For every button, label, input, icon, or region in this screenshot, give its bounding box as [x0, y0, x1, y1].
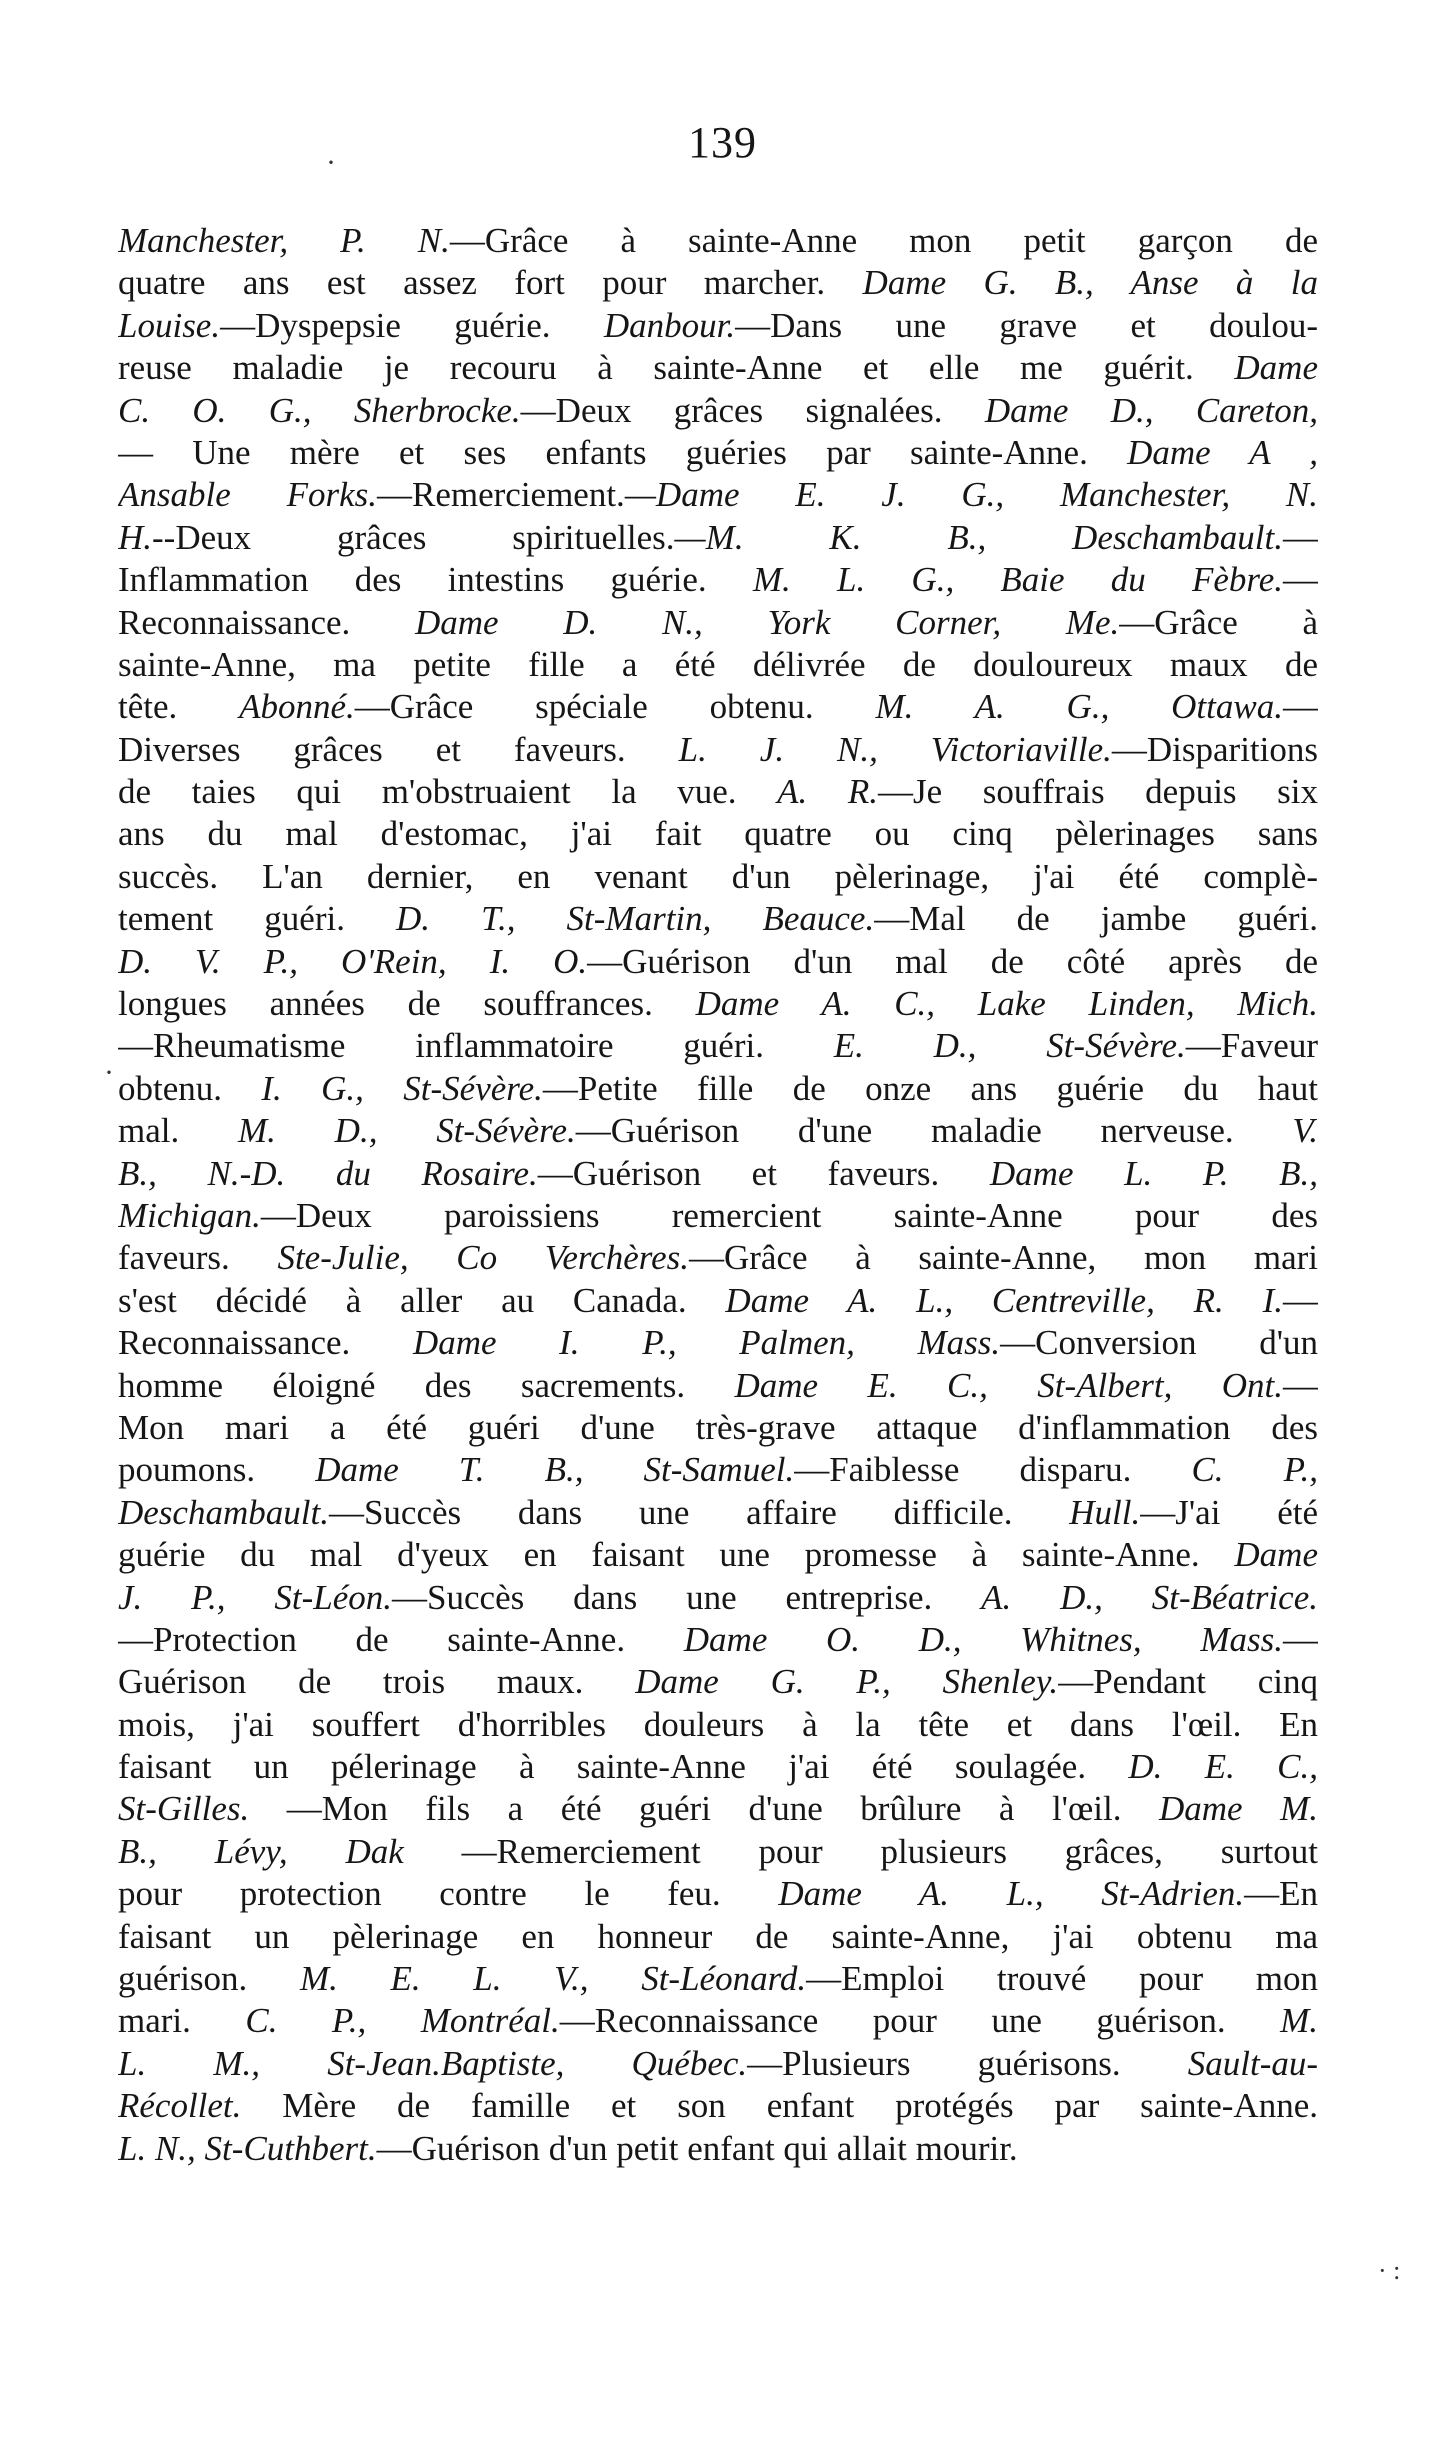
- text-segment: —Grâce spéciale obtenu.: [354, 687, 876, 727]
- text-segment: tête.: [118, 687, 240, 727]
- text-line: [118, 1746, 1318, 1788]
- text-segment: Mon mari a été guéri d'une très-grave attaque d'inflammation des: [118, 1407, 1318, 1447]
- italic-name-segment: Ste-Julie, Co Verchères.: [277, 1238, 689, 1278]
- italic-name-segment: C. P.,: [1191, 1450, 1318, 1490]
- text-line: [118, 1619, 1318, 1661]
- text-segment: Mère de famille et son enfant protégés par sainte-Anne.: [241, 2086, 1318, 2126]
- text-segment: —Rheumatisme inflammatoire guéri.: [118, 1026, 834, 1066]
- text-segment: —Pendant cinq: [1058, 1662, 1318, 1702]
- text-line: [118, 1704, 1318, 1746]
- text-segment: —Petite fille de onze ans guérie du haut: [542, 1068, 1318, 1108]
- italic-name-segment: M. E. L. V., St-Léonard.: [299, 1959, 807, 1999]
- text-line: [118, 2085, 1318, 2127]
- italic-name-segment: L. J. N., Victoriaville.: [678, 729, 1112, 769]
- italic-name-segment: Dame D., Careton,: [984, 390, 1318, 430]
- text-line: [118, 432, 1318, 474]
- text-segment: —Faveur: [1185, 1026, 1318, 1066]
- text-segment: —Faiblesse disparu.: [794, 1450, 1192, 1490]
- text-line: [118, 1322, 1318, 1364]
- italic-name-segment: Dame L. P. B.,: [989, 1153, 1318, 1193]
- italic-name-segment: Dame G. B., Anse à la: [862, 263, 1318, 303]
- text-line: [118, 771, 1318, 813]
- italic-name-segment: Dame D. N., York Corner, Me.: [414, 602, 1120, 642]
- text-segment: —Guérison d'un petit enfant qui allait mourir.: [376, 2128, 1018, 2168]
- text-segment: —Protection de sainte-Anne.: [118, 1619, 684, 1659]
- text-line: [118, 983, 1318, 1025]
- text-segment: —Plusieurs guérisons.: [747, 2043, 1188, 2083]
- text-segment: faisant un pélerinage à sainte-Anne j'ai été soulagée.: [118, 1747, 1129, 1787]
- text-line: [118, 729, 1318, 771]
- text-line: [118, 1025, 1318, 1067]
- text-line: [118, 1110, 1318, 1152]
- italic-name-segment: D. E. C.,: [1128, 1747, 1318, 1787]
- corner-mark: · :: [1378, 2256, 1401, 2285]
- text-line: [118, 390, 1318, 432]
- italic-name-segment: E. D., St-Sévère.: [833, 1026, 1186, 1066]
- italic-name-segment: Abonné.: [239, 687, 355, 727]
- text-segment: homme éloigné des sacrements.: [118, 1365, 735, 1405]
- text-line: [118, 559, 1318, 601]
- text-segment: quatre ans est assez fort pour marcher.: [118, 263, 863, 303]
- text-line: [118, 1577, 1318, 1619]
- text-line: [118, 1068, 1318, 1110]
- italic-name-segment: J. P., St-Léon.: [118, 1577, 393, 1617]
- text-segment: — Une mère et ses enfants guéries par sainte-Anne.: [118, 432, 1128, 472]
- text-line: [118, 813, 1318, 855]
- text-segment: —Emploi trouvé pour mon: [806, 1959, 1318, 1999]
- italic-name-segment: D. T., St-Martin, Beauce.: [396, 899, 875, 939]
- text-segment: mari.: [118, 2001, 246, 2041]
- italic-name-segment: Dame A. C., Lake Linden, Mich.: [695, 984, 1318, 1024]
- text-segment: Diverses grâces et faveurs.: [118, 729, 679, 769]
- text-segment: —Guérison d'une maladie nerveuse.: [575, 1111, 1293, 1151]
- italic-name-segment: Manchester, P. N.: [118, 221, 450, 260]
- text-line: [118, 2128, 1318, 2170]
- italic-name-segment: Dame M.: [1158, 1789, 1318, 1829]
- text-segment: mois, j'ai souffert d'horribles douleurs à la tête et dans l'œil. En: [118, 1704, 1318, 1744]
- italic-name-segment: C. P., Montréal.: [245, 2001, 560, 2041]
- text-segment: guérie du mal d'yeux en faisant une promesse à sainte-Anne.: [118, 1535, 1235, 1575]
- text-line: [118, 1280, 1318, 1322]
- text-segment: —Conversion d'un: [1000, 1323, 1318, 1363]
- italic-name-segment: —M. K. B., Deschambault.: [674, 517, 1283, 557]
- italic-name-segment: Dame G. P., Shenley.: [635, 1662, 1059, 1702]
- italic-name-segment: Deschambault.: [118, 1492, 329, 1532]
- page-number: 139: [688, 118, 757, 167]
- printer-dot-mark: ·: [326, 146, 336, 179]
- text-line: [118, 1916, 1318, 1958]
- italic-name-segment: Dame A. L., St-Adrien.: [778, 1874, 1245, 1914]
- text-line: [118, 1534, 1318, 1576]
- italic-name-segment: St-Gilles.: [118, 1789, 250, 1829]
- text-segment: —Reconnaissance pour une guérison.: [559, 2001, 1281, 2041]
- text-segment: —Succès dans une entreprise.: [392, 1577, 982, 1617]
- text-line: [118, 1873, 1318, 1915]
- text-line: [118, 1365, 1318, 1407]
- text-segment: guérison.: [118, 1959, 300, 1999]
- italic-name-segment: C. O. G., Sherbrocke.: [118, 390, 521, 430]
- text-segment: de taies qui m'obstruaient la vue.: [118, 772, 778, 812]
- text-segment: Guérison de trois maux.: [118, 1662, 636, 1702]
- text-segment: sainte-Anne, ma petite fille a été délivrée de douloureux maux de: [118, 644, 1318, 684]
- text-segment: —Grâce à sainte-Anne mon petit garçon de: [449, 221, 1318, 260]
- text-line: [118, 1449, 1318, 1491]
- italic-name-segment: A. D., St-Béatrice.: [981, 1577, 1318, 1617]
- italic-name-segment: V.: [1292, 1111, 1318, 1151]
- italic-name-segment: Louise.: [118, 305, 221, 345]
- italic-name-segment: Dame A. L., Centreville, R. I.: [725, 1280, 1283, 1320]
- text-segment: poumons.: [118, 1450, 316, 1490]
- text-segment: —Guérison d'un mal de côté après de: [587, 941, 1318, 981]
- text-line: [118, 1958, 1318, 2000]
- text-segment: —: [1283, 1280, 1318, 1320]
- text-segment: —: [1283, 1619, 1318, 1659]
- text-segment: —Succès dans une affaire difficile.: [328, 1492, 1070, 1532]
- text-line: [118, 2000, 1318, 2042]
- italic-name-segment: L. M., St-Jean.Baptiste, Québec.: [118, 2043, 748, 2083]
- text-line: [118, 347, 1318, 389]
- text-line: [118, 517, 1318, 559]
- text-line: [118, 1407, 1318, 1449]
- text-line: [118, 941, 1318, 983]
- text-segment: faisant un pèlerinage en honneur de sainte-Anne, j'ai obtenu ma: [118, 1916, 1318, 1956]
- italic-name-segment: M. D., St-Sévère.: [238, 1111, 576, 1151]
- text-segment: s'est décidé à aller au Canada.: [118, 1280, 726, 1320]
- text-segment: —Dyspepsie guérie.: [220, 305, 604, 345]
- text-line: [118, 1153, 1318, 1195]
- italic-name-segment: Récollet.: [118, 2086, 242, 2126]
- text-segment: reuse maladie je recouru à sainte-Anne et elle me guérit.: [118, 348, 1235, 388]
- italic-name-segment: L. N., St-Cuthbert.: [118, 2128, 377, 2168]
- text-segment: —Grâce à sainte-Anne, mon mari: [688, 1238, 1318, 1278]
- text-segment: mal.: [118, 1111, 238, 1151]
- italic-name-segment: B., N.-D. du Rosaire.: [118, 1153, 538, 1193]
- text-segment: —: [1283, 517, 1318, 557]
- text-line: [118, 644, 1318, 686]
- text-segment: —: [1283, 560, 1318, 600]
- text-line: [118, 1195, 1318, 1237]
- text-segment: —Mon fils a été guéri d'une brûlure à l'œil.: [249, 1789, 1159, 1829]
- text-segment: ans du mal d'estomac, j'ai fait quatre ou cinq pèlerinages sans: [118, 814, 1318, 854]
- text-segment: faveurs.: [118, 1238, 278, 1278]
- text-segment: —Dans une grave et doulou-: [735, 305, 1318, 345]
- text-segment: succès. L'an dernier, en venant d'un pèlerinage, j'ai été complè-: [118, 856, 1318, 896]
- text-segment: —J'ai été: [1140, 1492, 1318, 1532]
- text-segment: longues années de souffrances.: [118, 984, 696, 1024]
- text-segment: Reconnaissance.: [118, 1323, 413, 1363]
- text-segment: —: [1282, 687, 1318, 727]
- italic-name-segment: Hull.: [1069, 1492, 1141, 1532]
- text-line: [118, 898, 1318, 940]
- text-segment: --Deux grâces spirituelles.: [152, 517, 675, 557]
- text-segment: tement guéri.: [118, 899, 397, 939]
- text-line: [118, 1492, 1318, 1534]
- text-line: [118, 220, 1318, 262]
- text-segment: —Remerciement.: [376, 475, 625, 515]
- italic-name-segment: M. A. G., Ottawa.: [875, 687, 1283, 727]
- text-segment: —Disparitions: [1111, 729, 1318, 769]
- italic-name-segment: Sault-au-: [1187, 2043, 1318, 2083]
- text-line: [118, 1661, 1318, 1703]
- text-segment: —Guérison et faveurs.: [537, 1153, 990, 1193]
- italic-name-segment: Ansable Forks.: [118, 475, 377, 515]
- italic-name-segment: Dame I. P., Palmen, Mass.: [412, 1323, 1001, 1363]
- body-text: [118, 220, 1318, 2170]
- italic-name-segment: Dame: [1234, 1535, 1318, 1575]
- text-segment: Inflammation des intestins guérie.: [118, 560, 753, 600]
- italic-name-segment: B., Lévy, Dak: [118, 1831, 404, 1871]
- text-line: [118, 474, 1318, 516]
- text-segment: —: [1283, 1365, 1318, 1405]
- text-segment: —Deux paroissiens remercient sainte-Anne pour des: [260, 1195, 1318, 1235]
- margin-dot-mark: ·: [104, 1056, 114, 1089]
- italic-name-segment: M. L. G., Baie du Fèbre.: [752, 560, 1283, 600]
- italic-name-segment: Michigan.: [118, 1195, 261, 1235]
- italic-name-segment: Dame: [1234, 348, 1318, 388]
- text-line: [118, 602, 1318, 644]
- text-segment: —Je souffrais depuis six: [877, 772, 1318, 812]
- italic-name-segment: Dame A ,: [1127, 432, 1318, 472]
- italic-name-segment: I. G., St-Sévère.: [261, 1068, 543, 1108]
- italic-name-segment: Dame T. B., St-Samuel.: [315, 1450, 795, 1490]
- text-segment: —Grâce à: [1119, 602, 1318, 642]
- text-segment: —Mal de jambe guéri.: [874, 899, 1318, 939]
- text-segment: obtenu.: [118, 1068, 262, 1108]
- italic-name-segment: Dame O. D., Whitnes, Mass.: [683, 1619, 1283, 1659]
- text-line: [118, 2043, 1318, 2085]
- italic-name-segment: M.: [1280, 2001, 1318, 2041]
- text-line: [118, 1788, 1318, 1830]
- text-line: [118, 305, 1318, 347]
- italic-name-segment: Dame E. C., St-Albert, Ont.: [734, 1365, 1283, 1405]
- text-line: [118, 1237, 1318, 1279]
- text-line: [118, 686, 1318, 728]
- italic-name-segment: Danbour.: [603, 305, 736, 345]
- text-segment: —Deux grâces signalées.: [520, 390, 985, 430]
- text-segment: pour protection contre le feu.: [118, 1874, 779, 1914]
- italic-name-segment: A. R.: [777, 772, 878, 812]
- text-segment: —Remerciement pour plusieurs grâces, surtout: [403, 1831, 1318, 1871]
- italic-name-segment: D. V. P., O'Rein, I. O.: [118, 941, 588, 981]
- text-line: [118, 262, 1318, 304]
- text-segment: Reconnaissance.: [118, 602, 415, 642]
- italic-name-segment: —Dame E. J. G., Manchester, N.: [624, 475, 1318, 515]
- text-line: [118, 856, 1318, 898]
- text-segment: —En: [1244, 1874, 1318, 1914]
- text-line: [118, 1831, 1318, 1873]
- italic-name-segment: H.: [118, 517, 153, 557]
